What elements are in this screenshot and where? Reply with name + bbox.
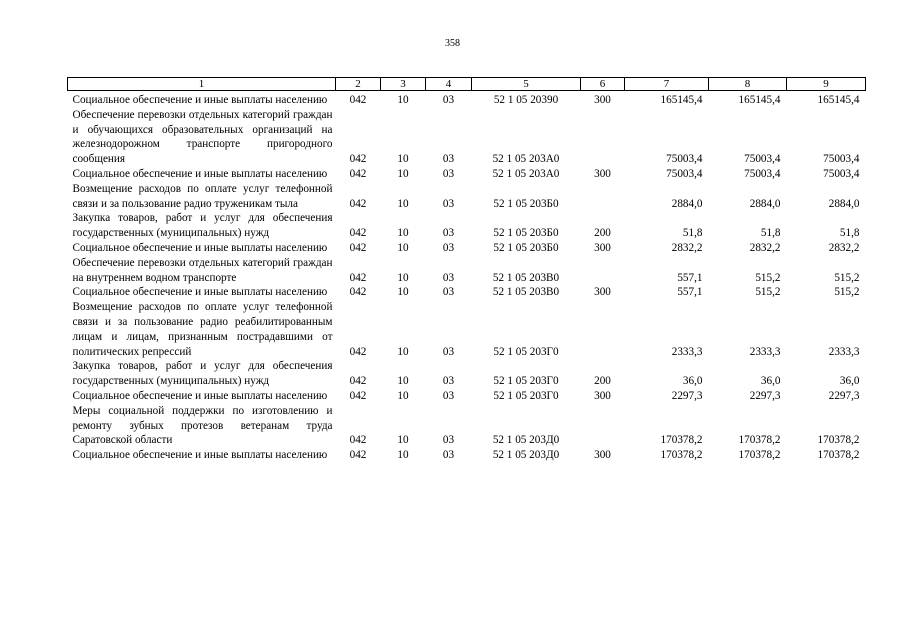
section-code: 10	[397, 197, 409, 210]
amount-year-1: 557,1	[677, 271, 703, 284]
ministry-code: 042	[349, 167, 367, 180]
amount-year-2: 75003,4	[744, 153, 781, 166]
section-code: 10	[397, 389, 409, 402]
target-article-code: 52 1 05 203Г0	[493, 389, 559, 402]
subsection-code: 03	[442, 153, 455, 166]
amount-year-2: 2297,3	[749, 389, 781, 402]
row-name: Закупка товаров, работ и услуг для обеспечения государственных (муниципальных) нужд	[72, 360, 333, 388]
amount-year-3: 515,2	[834, 271, 860, 284]
amount-year-3: 75003,4	[823, 153, 860, 166]
page-number: 358	[445, 38, 460, 49]
ministry-code: 042	[349, 345, 367, 358]
section-code: 10	[397, 375, 409, 388]
table-row	[68, 389, 866, 404]
amount-year-1: 2297,3	[671, 389, 703, 402]
amount-year-1: 36,0	[682, 375, 703, 388]
amount-year-2: 170378,2	[738, 434, 781, 447]
expense-type-code: 300	[594, 449, 611, 462]
section-code: 10	[397, 449, 409, 462]
amount-year-1: 170378,2	[660, 449, 703, 462]
column-header: 6	[581, 78, 625, 91]
target-article-code: 52 1 05 203В0	[492, 271, 560, 284]
amount-year-2: 51,8	[760, 227, 781, 240]
subsection-code: 03	[442, 271, 455, 284]
subsection-code: 03	[442, 375, 455, 388]
row-name: Меры социальной поддержки по изготовлению и ремонту зубных протезов ветеранам труда Саратовской области	[72, 404, 333, 447]
expense-type-code: 300	[594, 94, 611, 106]
table-row	[68, 404, 866, 448]
amount-year-1: 170378,2	[660, 434, 703, 447]
ministry-code: 042	[349, 197, 367, 210]
subsection-code: 03	[442, 434, 455, 447]
amount-year-3: 75003,4	[823, 167, 860, 180]
amount-year-1: 75003,4	[666, 167, 703, 180]
amount-year-2: 2884,0	[749, 197, 781, 210]
amount-year-2: 2832,2	[749, 241, 781, 254]
target-article-code: 52 1 05 203Д0	[492, 434, 560, 447]
row-name: Возмещение расходов по оплате услуг телефонной связи и за пользование радио реабилитированным лицам и лицам, признанным пострадавшими от политических репрессий	[72, 301, 333, 358]
row-name: Обеспечение перевозки отдельных категорий граждан и обучающихся образовательных организаций на железнодорожном транспорте пригородного сообщения	[72, 108, 333, 166]
table-row	[68, 91, 866, 108]
amount-year-3: 165145,4	[817, 94, 860, 106]
section-code: 10	[397, 167, 409, 180]
expense-type-code: 200	[594, 227, 611, 240]
section-code: 10	[397, 434, 409, 447]
amount-year-3: 51,8	[839, 227, 860, 240]
amount-year-1: 557,1	[677, 286, 703, 299]
row-name: Обеспечение перевозки отдельных категорий граждан на внутреннем водном транспорте	[72, 256, 333, 284]
column-header: 7	[625, 78, 709, 91]
target-article-code: 52 1 05 203Б0	[493, 227, 559, 240]
ministry-code: 042	[349, 94, 367, 106]
subsection-code: 03	[442, 389, 455, 402]
table-row	[68, 108, 866, 167]
row-name: Социальное обеспечение и иные выплаты населению	[72, 449, 328, 462]
row-name: Социальное обеспечение и иные выплаты населению	[72, 167, 328, 180]
amount-year-3: 170378,2	[817, 434, 860, 447]
column-header: 1	[68, 78, 336, 91]
ministry-code: 042	[349, 153, 367, 166]
target-article-code: 52 1 05 203Д0	[492, 449, 560, 462]
column-header: 4	[426, 78, 472, 91]
target-article-code: 52 1 05 203Б0	[493, 197, 559, 210]
table-row	[68, 359, 866, 389]
section-code: 10	[397, 241, 409, 254]
section-code: 10	[397, 153, 409, 166]
subsection-code: 03	[442, 286, 455, 299]
target-article-code: 52 1 05 203Б0	[493, 241, 559, 254]
amount-year-2: 2333,3	[749, 345, 781, 358]
section-code: 10	[397, 286, 409, 299]
amount-year-1: 2832,2	[671, 241, 703, 254]
amount-year-1: 51,8	[682, 227, 703, 240]
subsection-code: 03	[442, 167, 455, 180]
expense-type-code	[581, 108, 625, 167]
amount-year-1: 2333,3	[671, 345, 703, 358]
expense-type-code: 300	[594, 241, 611, 254]
subsection-code: 03	[442, 94, 455, 106]
section-code: 10	[397, 94, 409, 106]
table-row	[68, 285, 866, 300]
row-name: Социальное обеспечение и иные выплаты населению	[72, 389, 328, 402]
amount-year-2: 515,2	[755, 286, 781, 299]
header-row	[68, 78, 866, 91]
table-row	[68, 211, 866, 241]
subsection-code: 03	[442, 227, 455, 240]
section-code: 10	[397, 227, 409, 240]
row-name: Закупка товаров, работ и услуг для обеспечения государственных (муниципальных) нужд	[72, 212, 333, 240]
amount-year-3: 36,0	[839, 375, 860, 388]
table-row	[68, 300, 866, 359]
target-article-code: 52 1 05 203Г0	[493, 345, 559, 358]
amount-year-3: 2333,3	[828, 345, 860, 358]
target-article-code: 52 1 05 20390	[493, 94, 559, 106]
amount-year-1: 2884,0	[671, 197, 703, 210]
table-row	[68, 241, 866, 256]
expense-type-code: 200	[594, 375, 611, 388]
ministry-code: 042	[349, 286, 367, 299]
column-header: 3	[381, 78, 426, 91]
amount-year-3: 515,2	[834, 286, 860, 299]
subsection-code: 03	[442, 345, 455, 358]
ministry-code: 042	[349, 449, 367, 462]
ministry-code: 042	[349, 389, 367, 402]
amount-year-3: 2832,2	[828, 241, 860, 254]
ministry-code: 042	[349, 227, 367, 240]
budget-table	[67, 77, 866, 463]
table-row	[68, 256, 866, 286]
amount-year-2: 36,0	[760, 375, 781, 388]
expense-type-code	[581, 182, 625, 212]
section-code: 10	[397, 271, 409, 284]
amount-year-2: 515,2	[755, 271, 781, 284]
table-row	[68, 167, 866, 182]
target-article-code: 52 1 05 203В0	[492, 286, 560, 299]
target-article-code: 52 1 05 203А0	[492, 153, 560, 166]
table-row	[68, 182, 866, 212]
amount-year-2: 170378,2	[738, 449, 781, 462]
ministry-code: 042	[349, 434, 367, 447]
ministry-code: 042	[349, 241, 367, 254]
amount-year-3: 2884,0	[828, 197, 860, 210]
amount-year-1: 75003,4	[666, 153, 703, 166]
row-name: Социальное обеспечение и иные выплаты населению	[72, 286, 328, 299]
expense-type-code	[581, 300, 625, 359]
expense-type-code: 300	[594, 167, 611, 180]
column-header: 5	[472, 78, 581, 91]
subsection-code: 03	[442, 197, 455, 210]
section-code: 10	[397, 345, 409, 358]
ministry-code: 042	[349, 271, 367, 284]
amount-year-1: 165145,4	[660, 94, 703, 106]
expense-type-code	[581, 404, 625, 448]
row-name: Социальное обеспечение и иные выплаты населению	[72, 94, 328, 106]
amount-year-3: 2297,3	[828, 389, 860, 402]
row-name: Социальное обеспечение и иные выплаты населению	[72, 241, 328, 254]
column-header: 9	[787, 78, 866, 91]
expense-type-code: 300	[594, 286, 611, 299]
expense-type-code: 300	[594, 389, 611, 402]
amount-year-2: 75003,4	[744, 167, 781, 180]
ministry-code: 042	[349, 375, 367, 388]
table-row	[68, 448, 866, 463]
subsection-code: 03	[442, 449, 455, 462]
subsection-code: 03	[442, 241, 455, 254]
target-article-code: 52 1 05 203Г0	[493, 375, 559, 388]
amount-year-3: 170378,2	[817, 449, 860, 462]
row-name: Возмещение расходов по оплате услуг телефонной связи и за пользование радио труженикам тыла	[72, 182, 333, 210]
amount-year-2: 165145,4	[738, 94, 781, 106]
expense-type-code	[581, 256, 625, 286]
table-body	[68, 91, 866, 463]
column-header: 8	[709, 78, 787, 91]
column-header: 2	[336, 78, 381, 91]
target-article-code: 52 1 05 203А0	[492, 167, 560, 180]
